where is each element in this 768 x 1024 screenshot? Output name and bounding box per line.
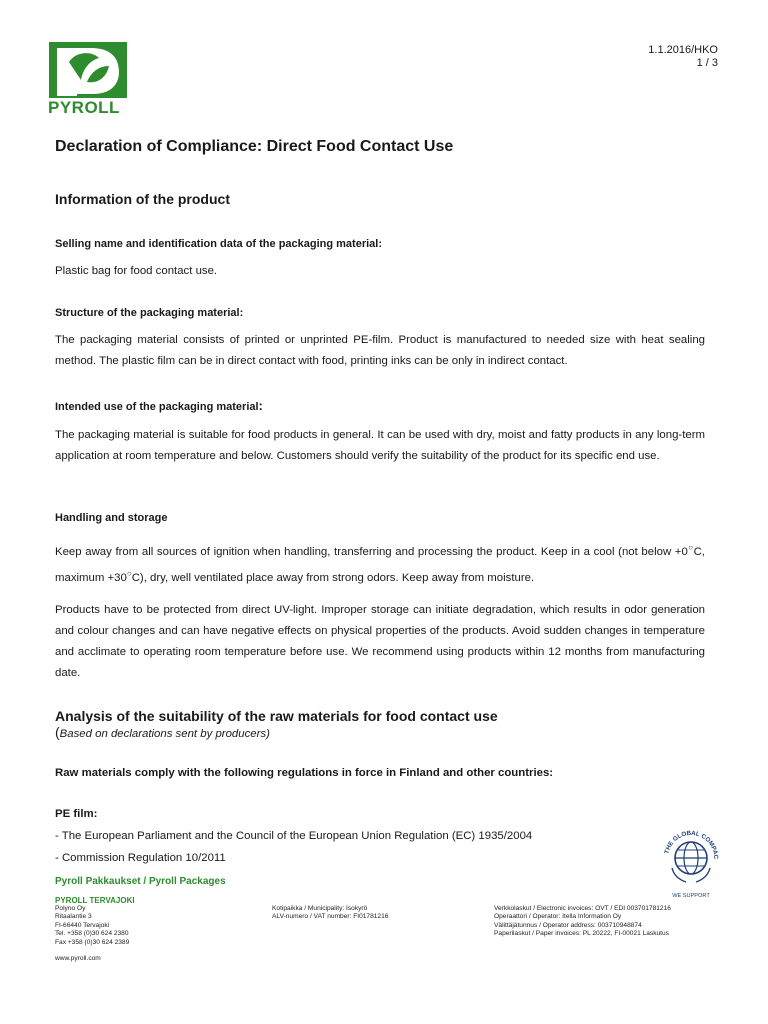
section-heading-product: Information of the product: [55, 191, 230, 207]
footer-line: Tel. +358 (0)30 624 2380: [55, 930, 129, 938]
selling-name-text: Plastic bag for food contact use.: [55, 265, 218, 277]
handling-label: Handling and storage: [55, 512, 168, 524]
analysis-subheading: [55, 724, 270, 740]
section-heading-analysis: Analysis of the suitability of the raw materials for food contact use: [55, 708, 498, 724]
structure-text: The packaging material consists of printed or unprinted PE-film. Product is manufactured to needed size with heat sealing method. The plastic film can be in direct contact with food, printing inks can be only in indirect contact.: [55, 334, 705, 367]
handling-text-2: Products have to be protected from direct UV-light. Improper storage can initiate degradation, which results in odor generation and colour changes and can have negative effects on physical properties of the products. Avoid sudden changes in temperature and acclimate to operating room temperature before use. We recommend using products within 12 months from manufacturing date.: [55, 604, 705, 679]
doc-ref-code: 1.1.2016/HKO: [648, 44, 718, 56]
handling-text-1b: C, maximum +30: [55, 545, 705, 584]
analysis-subheading-text: Based on declarations sent by producers): [59, 728, 270, 740]
footer-line: Operaattori / Operator: Itella Information Oy: [494, 913, 622, 921]
intended-use-text: The packaging material is suitable for food products in general. It can be used with dry, moist and fatty products in any long-term application at room temperature and below. Customers should verify the suitability of the product for its specific end use.: [55, 429, 705, 462]
footer-line: Polyno Oy: [55, 905, 86, 912]
intended-use-label-text: Intended use of the packaging material: [55, 401, 259, 413]
footer-line: Kotipaikka / Municipality: Isokyrö: [272, 905, 368, 912]
footer-unit: PYROLL TERVAJOKI: [55, 896, 135, 905]
paren-open: (: [55, 724, 60, 740]
degree-symbol: ○: [126, 568, 132, 578]
footer-line: FI-66440 Tervajoki: [55, 921, 110, 929]
handling-text-1: [55, 537, 705, 589]
handling-text-1a: Keep away from all sources of ignition when handling, transferring and processing the product. Keep in a cool (not below +0: [55, 545, 688, 558]
document-reference: [648, 44, 718, 70]
global-compact-arc-text: THE GLOBAL COMPAC: [663, 829, 720, 860]
footer-website-link[interactable]: www.pyroll.com: [55, 955, 101, 962]
page-title: Declaration of Compliance: Direct Food Contact Use: [55, 138, 454, 155]
selling-name-label: Selling name and identification data of the packaging material:: [55, 238, 383, 250]
footer-company: Pyroll Pakkaukset / Pyroll Packages: [55, 876, 226, 887]
footer-registration-column: [272, 905, 388, 922]
intended-use-label: [55, 398, 263, 413]
logo-wordmark: PYROLL: [48, 98, 120, 117]
global-compact-logo-icon: [660, 822, 722, 900]
footer-line: Verkkolaskut / Electronic invoices: OVT / EDI 003701781216: [494, 905, 671, 912]
intended-use-label-colon: :: [258, 398, 263, 413]
compliance-label: Raw materials comply with the following regulations in force in Finland and other countries:: [55, 767, 554, 779]
pe-film-label: PE film:: [55, 808, 98, 820]
footer-invoice-column: [494, 905, 671, 939]
footer-line: Paperilaskut / Paper invoices: PL 20222, FI-00021 Laskutus: [494, 930, 669, 938]
page-number: 1 / 3: [696, 57, 718, 69]
footer-line: Välittäjätunnus / Operator address: 003710948874: [494, 921, 642, 929]
footer-address-column: [55, 905, 129, 947]
regulation-item: - The European Parliament and the Council of the European Union Regulation (EC) 1935/2004: [55, 830, 533, 842]
degree-symbol: ○: [687, 543, 694, 552]
structure-label: Structure of the packaging material:: [55, 307, 244, 319]
footer-line: Ritaalantie 3: [55, 913, 92, 921]
footer-line: Fax +358 (0)30 624 2389: [55, 938, 130, 946]
handling-text-1c: C), dry, well ventilated place away from strong odors. Keep away from moisture.: [131, 571, 535, 584]
footer-line: ALV-numero / VAT number: FI01781216: [272, 913, 389, 921]
global-compact-label: WE SUPPORT: [672, 893, 710, 899]
regulation-item: - Commission Regulation 10/2011: [55, 852, 226, 864]
